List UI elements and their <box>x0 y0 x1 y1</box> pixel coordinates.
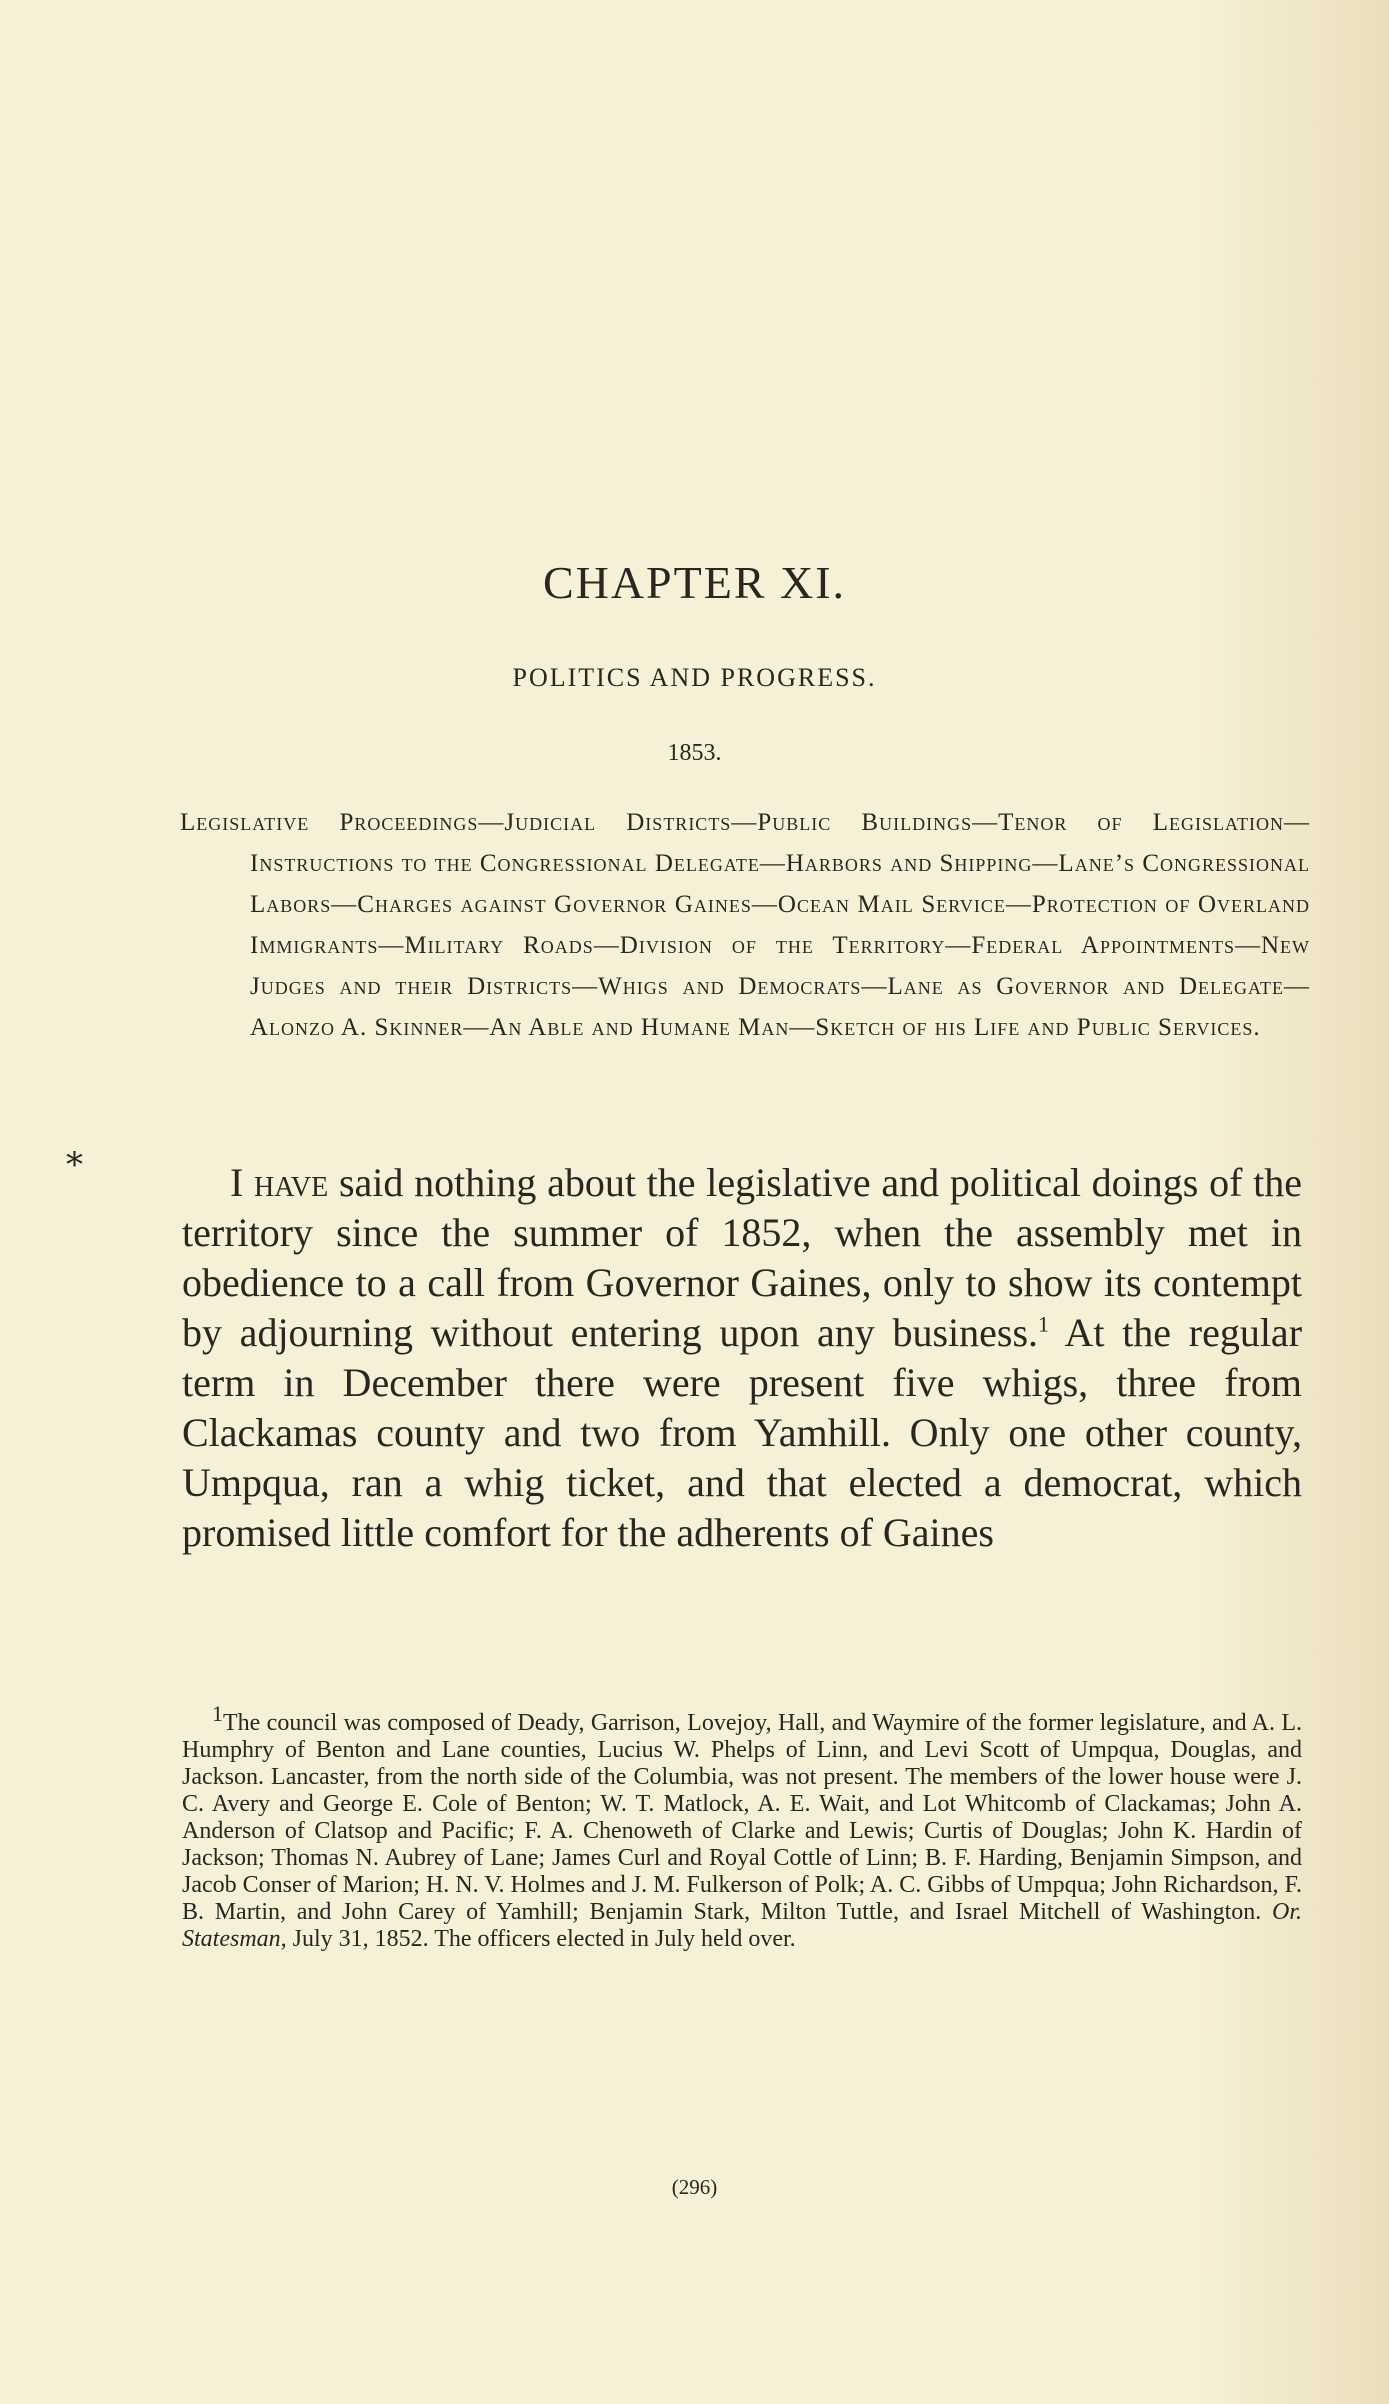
body-text-part1: said nothing about the legislative and political doings of the territory since the summer of 1852, when the assembly met in obedience to a call from Governor Gaines, only to show its contempt by adjourning without entering upon any business. <box>182 1160 1303 1355</box>
chapter-year: 1853. <box>667 740 722 766</box>
chapter-synopsis: Legislative Proceedings—Judicial Districts—Public Buildings—Tenor of Legislation—Instructions to the Congressional Delegate—Harbors and Shipping—Lane’s Congressional Labors—Charges against Governor Gaines—Ocean Mail Service—Protection of Overland Immigrants—Military Roads—Division of the Territory—Federal Appointments—New Judges and their Districts—Whigs and Democrats—Lane as Governor and Delegate—Alonzo A. Skinner—An Able and Humane Man—Sketch of his Life and Public Services. <box>180 809 1310 1041</box>
footnote-text-part2: July 31, 1852. The officers elected in July held over. <box>286 1926 796 1952</box>
footnote-text-part1: The council was composed of Deady, Garrison, Lovejoy, Hall, and Waymire of the former legislature, and A. L. Humphry of Benton and Lane counties, Lucius W. Phelps of Linn, and Levi Scott of Umpqua, Douglas, and Jackson. Lancaster, from the north side of the Columbia, was not present. The members of the lower house were J. C. Avery and George E. Cole of Benton; W. T. Matlock, A. E. Wait, and Lot Whitcomb of Clackamas; John A. Anderson of Clatsop and Pacific; F. A. Chenoweth of Clarke and Lewis; Curtis of Douglas; John K. Hardin of Jackson; Thomas N. Aubrey of Lane; James Curl and Royal Cottle of Linn; B. F. Harding, Benjamin Simpson, and Jacob Conser of Marion; H. N. V. Holmes and J. M. Fulkerson of Polk; A. C. Gibbs of Umpqua; John Richardson, F. B. Martin, and John Carey of Yamhill; Benjamin Stark, Milton Tuttle, and Israel Mitchell of Washington. <box>182 1710 1302 1925</box>
page-number: (296) <box>671 2175 718 2199</box>
margin-asterisk-mark: * <box>66 1145 83 1185</box>
opening-words: I have <box>230 1160 329 1205</box>
footnote-marker: 1 <box>212 1701 223 1726</box>
footnote-reference[interactable]: 1 <box>1038 1311 1050 1337</box>
chapter-subtitle: POLITICS AND PROGRESS. <box>512 663 877 692</box>
body-paragraph <box>182 1158 1302 1558</box>
footnote <box>182 1701 1302 1953</box>
chapter-title: CHAPTER XI. <box>542 557 847 608</box>
footnote-source: Or. Statesman, <box>182 1899 1302 1952</box>
body-text-part2: At the regular term in December there were present five whigs, three from Clackamas county and two from Yamhill. Only one other county, Umpqua, ran a whig ticket, and that elected a democrat, which promised little comfort for the adherents of Gaines <box>182 1310 1303 1555</box>
